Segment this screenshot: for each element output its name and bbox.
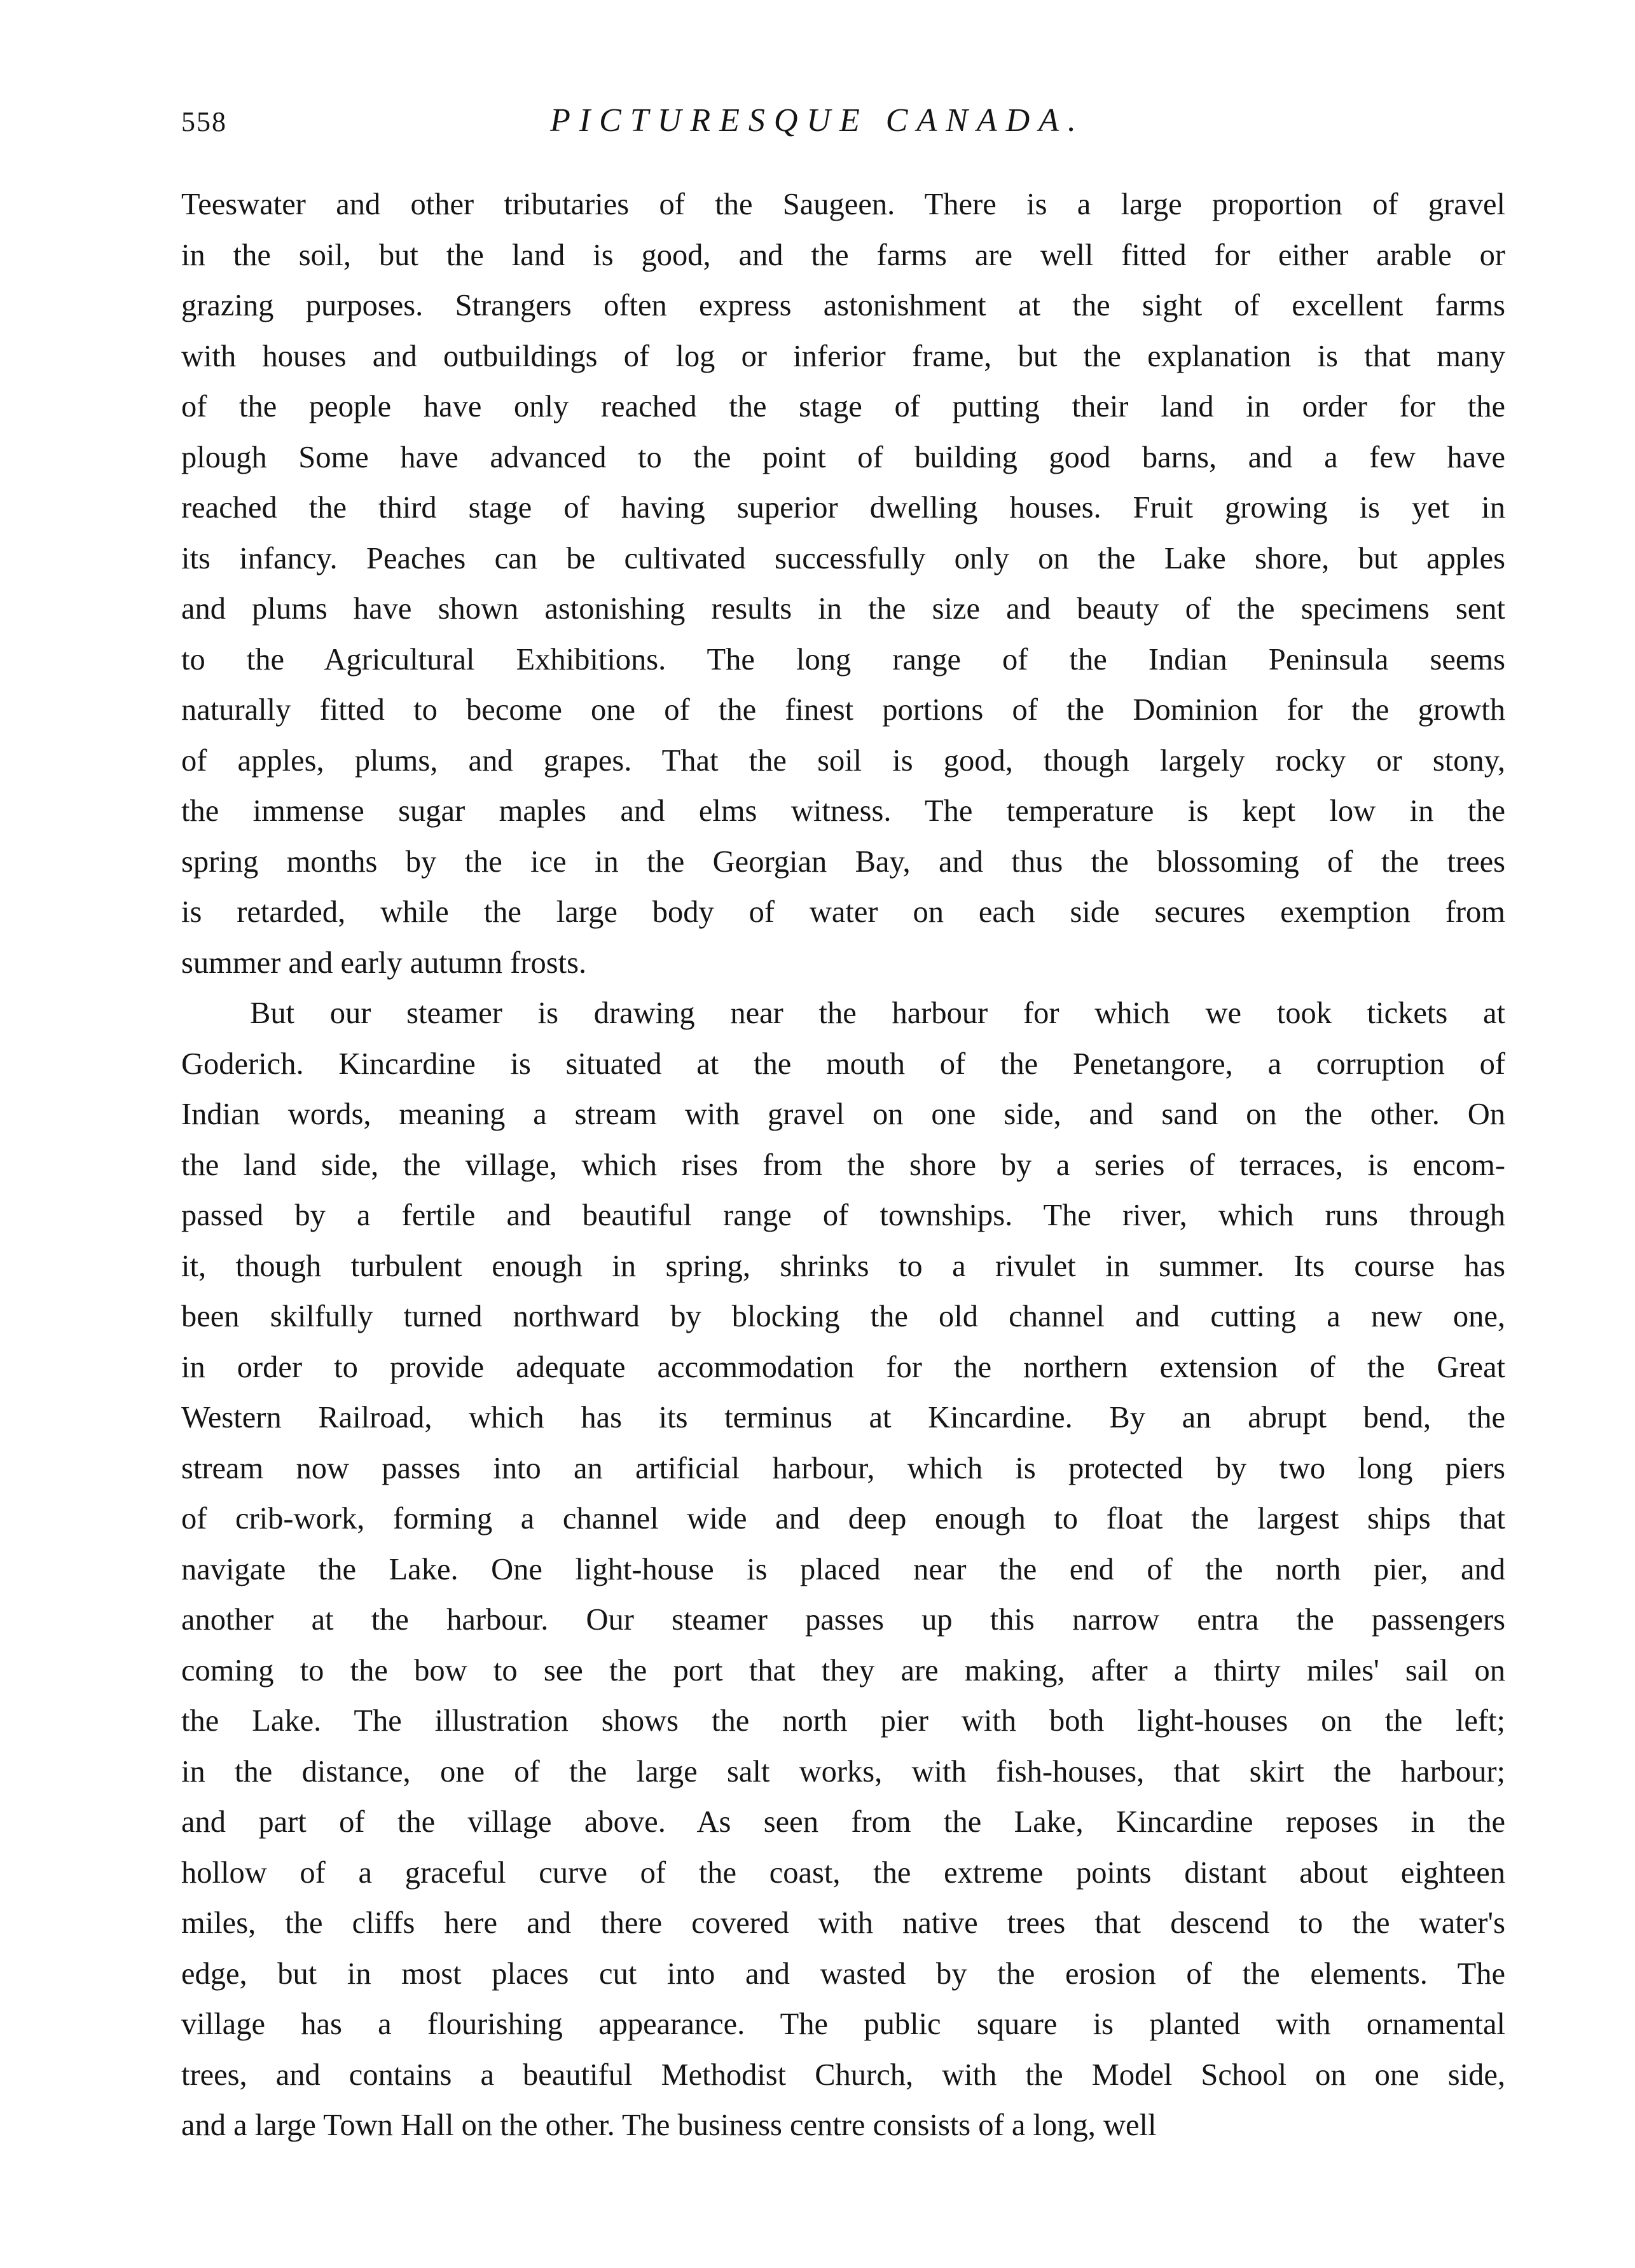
text-line: stream now passes into an artificial harbour, which is protected by two long piers bbox=[181, 1451, 1505, 1485]
text-line: Teeswater and other tributaries of the Saugeen. There is a large proportion of gravel bbox=[181, 188, 1505, 221]
text-line: and plums have shown astonishing results in the size and beauty of the specimens sent bbox=[181, 592, 1505, 626]
text-line: plough Some have advanced to the point of building good barns, and a few have bbox=[181, 440, 1505, 474]
text-line: and a large Town Hall on the other. The business centre consists of a long, well bbox=[181, 2108, 1157, 2142]
running-title: PICTURESQUE CANADA. bbox=[550, 102, 1085, 139]
text-line: been skilfully turned northward by blocking the old channel and cutting a new one, bbox=[181, 1300, 1505, 1333]
text-line: in the distance, one of the large salt works, with fish-houses, that skirt the harbour; bbox=[181, 1754, 1505, 1789]
paragraph-1 bbox=[181, 179, 1505, 988]
text-line: Indian words, meaning a stream with gravel on one side, and sand on the other. On bbox=[181, 1097, 1505, 1131]
text-line: and part of the village above. As seen from the Lake, Kincardine reposes in the bbox=[181, 1805, 1505, 1839]
text-line: trees, and contains a beautiful Methodist Church, with the Model School on one side, bbox=[181, 2058, 1505, 2092]
text-line: Western Railroad, which has its terminus at Kincardine. By an abrupt bend, the bbox=[181, 1401, 1505, 1434]
text-line: hollow of a graceful curve of the coast, the extreme points distant about eighteen bbox=[181, 1855, 1505, 1890]
text-line: But our steamer is drawing near the harbour for which we took tickets at bbox=[250, 996, 1505, 1030]
text-line: edge, but in most places cut into and wasted by the erosion of the elements. The bbox=[181, 1956, 1505, 1991]
text-line: navigate the Lake. One light-house is placed near the end of the north pier, and bbox=[181, 1552, 1505, 1586]
text-line: it, though turbulent enough in spring, shrinks to a rivulet in summer. Its course has bbox=[181, 1249, 1505, 1283]
text-line: Goderich. Kincardine is situated at the mouth of the Penetangore, a corruption of bbox=[181, 1047, 1505, 1081]
text-line: of the people have only reached the stage of putting their land in order for the bbox=[181, 390, 1505, 423]
text-line: miles, the cliffs here and there covered with native trees that descend to the water's bbox=[181, 1906, 1505, 1940]
text-line: grazing purposes. Strangers often express astonishment at the sight of excellent farms bbox=[181, 289, 1505, 322]
page-number: 558 bbox=[181, 106, 227, 137]
text-line: the Lake. The illustration shows the north pier with both light-houses on the left; bbox=[181, 1704, 1505, 1738]
text-line: in the soil, but the land is good, and the farms are well fitted for either arable or bbox=[181, 238, 1505, 272]
text-line: its infancy. Peaches can be cultivated successfully only on the Lake shore, but apples bbox=[181, 541, 1505, 575]
text-line: with houses and outbuildings of log or inferior frame, but the explanation is that many bbox=[181, 339, 1505, 373]
text-line: in order to provide adequate accommodation for the northern extension of the Great bbox=[181, 1350, 1505, 1384]
text-line: another at the harbour. Our steamer passes up this narrow entra the passengers bbox=[181, 1603, 1505, 1637]
text-line: reached the third stage of having superior dwelling houses. Fruit growing is yet in bbox=[181, 491, 1505, 525]
running-head bbox=[0, 102, 1635, 153]
paragraph-2 bbox=[181, 988, 1505, 2151]
text-line: the immense sugar maples and elms witness. The temperature is kept low in the bbox=[181, 794, 1505, 828]
body-text bbox=[181, 179, 1505, 2151]
text-line: of apples, plums, and grapes. That the soil is good, though largely rocky or stony, bbox=[181, 743, 1505, 778]
text-line: passed by a fertile and beautiful range of townships. The river, which runs through bbox=[181, 1199, 1505, 1232]
text-line: the land side, the village, which rises from the shore by a series of terraces, is encom- bbox=[181, 1148, 1505, 1182]
text-line: spring months by the ice in the Georgian Bay, and thus the blossoming of the trees bbox=[181, 844, 1505, 879]
text-line: is retarded, while the large body of water on each side secures exemption from bbox=[181, 895, 1505, 929]
text-line: to the Agricultural Exhibitions. The long range of the Indian Peninsula seems bbox=[181, 642, 1505, 677]
text-line: coming to the bow to see the port that they are making, after a thirty miles' sail on bbox=[181, 1653, 1505, 1687]
text-line: summer and early autumn frosts. bbox=[181, 945, 587, 980]
text-line: village has a flourishing appearance. The public square is planted with ornamental bbox=[181, 2007, 1505, 2041]
text-line: naturally fitted to become one of the finest portions of the Dominion for the growth bbox=[181, 693, 1505, 727]
text-line: of crib-work, forming a channel wide and deep enough to float the largest ships that bbox=[181, 1502, 1505, 1536]
